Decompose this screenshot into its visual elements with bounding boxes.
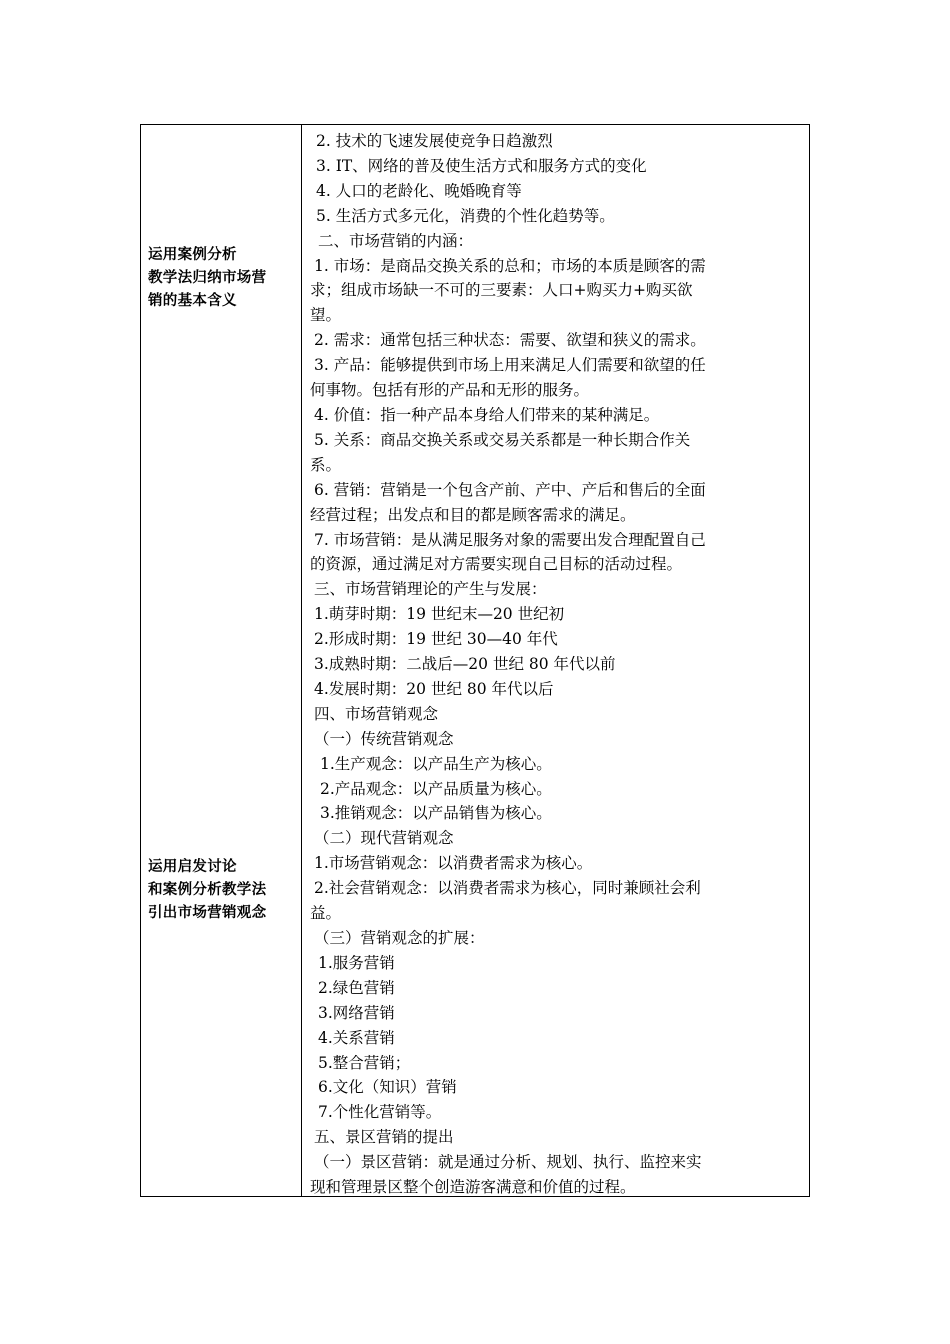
content-line: 1.萌芽时期：19 世纪末—20 世纪初 <box>314 605 565 624</box>
content-line: 3. IT、网络的普及使生活方式和服务方式的变化 <box>316 156 647 175</box>
content-line: 1. 市场：是商品交换关系的总和；市场的本质是顾客的需 <box>314 256 706 275</box>
content-line: 何事物。包括有形的产品和无形的服务。 <box>310 381 590 400</box>
label-line: 销的基本含义 <box>148 293 237 309</box>
content-line: 5. 生活方式多元化，消费的个性化趋势等。 <box>316 206 615 225</box>
content-line: 5.整合营销； <box>318 1053 411 1072</box>
lesson-content <box>310 129 802 1200</box>
subsection-heading: （二）现代营销观念 <box>314 829 454 848</box>
content-line: 经营过程；出发点和目的都是顾客需求的满足。 <box>310 505 636 524</box>
section-heading: 三、市场营销理论的产生与发展： <box>314 580 547 599</box>
content-line: 1.服务营销 <box>318 953 395 972</box>
content-line: 6. 营销：营销是一个包含产前、产中、产后和售后的全面 <box>314 480 706 499</box>
subsection-heading: （一）传统营销观念 <box>314 729 454 748</box>
content-line: 1.生产观念：以产品生产为核心。 <box>320 754 552 773</box>
content-line: 2.产品观念：以产品质量为核心。 <box>320 779 552 798</box>
content-line: 1.市场营销观念：以消费者需求为核心。 <box>314 854 593 873</box>
content-line: 7. 市场营销：是从满足服务对象的需要出发合理配置自己 <box>314 530 706 549</box>
content-line: 4.关系营销 <box>318 1028 395 1047</box>
content-line: 2.社会营销观念：以消费者需求为核心，同时兼顾社会利 <box>314 879 701 898</box>
content-line: 4. 价值：指一种产品本身给人们带来的某种满足。 <box>314 405 660 424</box>
teaching-method-label-1 <box>148 244 296 313</box>
content-line: 4.发展时期：20 世纪 80 年代以后 <box>314 679 554 698</box>
content-line: 2. 技术的飞速发展使竞争日趋激烈 <box>316 132 553 150</box>
content-line: 系。 <box>310 455 342 474</box>
label-line: 引出市场营销观念 <box>148 905 267 921</box>
content-line: 5. 关系：商品交换关系或交易关系都是一种长期合作关 <box>314 430 691 449</box>
content-line: 益。 <box>310 904 342 923</box>
content-line: 7.个性化营销等。 <box>318 1103 442 1122</box>
label-line: 运用启发讨论 <box>148 859 237 875</box>
content-line: 3. 产品：能够提供到市场上用来满足人们需要和欲望的任 <box>314 356 706 375</box>
content-line: 现和管理景区整个创造游客满意和价值的过程。 <box>310 1178 636 1197</box>
content-line: 3.成熟时期：二战后—20 世纪 80 年代以前 <box>314 655 616 674</box>
content-line: 的资源，通过满足对方需要实现自己目标的活动过程。 <box>310 555 683 574</box>
label-line: 教学法归纳市场营 <box>148 270 267 286</box>
content-line: 4. 人口的老龄化、晚婚晚育等 <box>316 181 522 200</box>
content-line: （一）景区营销：就是通过分析、规划、执行、监控来实 <box>314 1153 702 1172</box>
label-line: 和案例分析教学法 <box>148 882 267 898</box>
teaching-method-label-2 <box>148 856 296 925</box>
content-line: 6.文化（知识）营销 <box>318 1078 457 1097</box>
section-heading: 五、景区营销的提出 <box>314 1128 454 1147</box>
section-heading: 二、市场营销的内涵： <box>318 231 474 250</box>
column-divider <box>301 124 302 1197</box>
subsection-heading: （三）营销观念的扩展： <box>314 929 485 947</box>
content-line: 3.网络营销 <box>318 1003 395 1022</box>
content-line: 求；组成市场缺一不可的三要素：人口+购买力+购买欲 <box>310 281 693 300</box>
content-line: 2. 需求：通常包括三种状态：需要、欲望和狭义的需求。 <box>314 331 706 350</box>
label-line: 运用案例分析 <box>148 247 237 263</box>
section-heading: 四、市场营销观念 <box>314 704 439 723</box>
content-line: 2.形成时期：19 世纪 30—40 年代 <box>314 630 558 649</box>
content-line: 3.推销观念：以产品销售为核心。 <box>320 804 552 823</box>
content-line: 2.绿色营销 <box>318 978 395 997</box>
content-line: 望。 <box>310 306 342 325</box>
